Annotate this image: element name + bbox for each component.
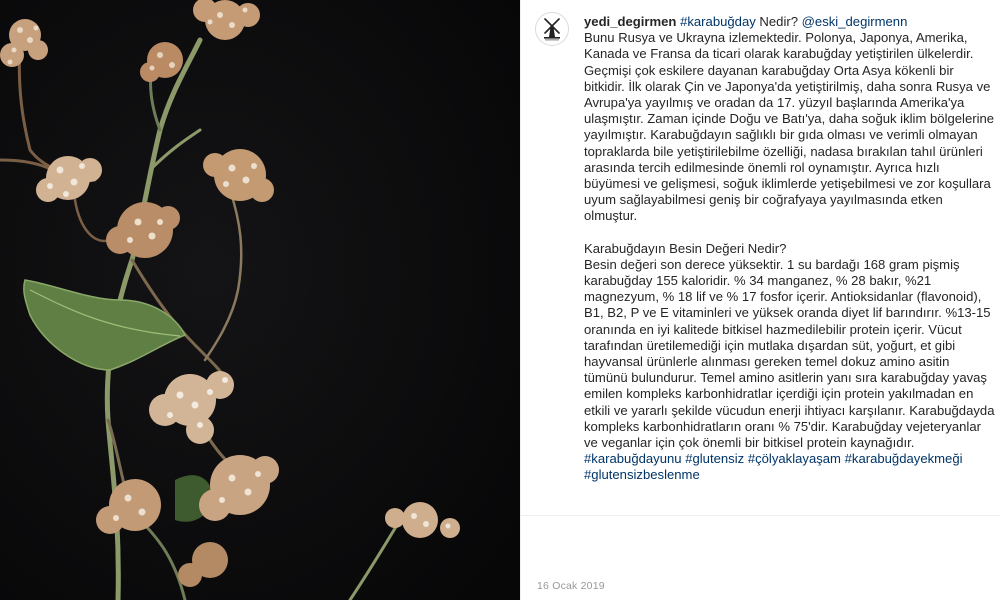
title-text: Nedir? bbox=[755, 14, 802, 29]
hashtag-link[interactable]: #karabuğdayekmeği bbox=[844, 451, 963, 467]
caption-paragraph: Bunu Rusya ve Ukrayna izlemektedir. Polonya, Japonya, Amerika, Kanada ve Fransa da ticari olarak karabuğday yetiştirilen ülkelerdir. Geçmişi çok eskilere dayanan karabuğday Orta Asya kökenli bir bitkidir. İlk olarak Çin ve Japonya'da yetiştirilmiş, daha sonra Rusya ve Avrupa'ya yayılmış ve oradan da 17. yüzyıl başlarında Amerika'ya ulaşmıştır. Zaman içinde Doğu ve Batı'ya, daha soğuk iklim bölgelerine yayılmıştır. Karabuğdayın sağlıklı bir gıda olması ve verimli olmayan topraklarda bile yetiştirilebilme özelliği, nadasa bırakılan tahıl ürünleri arasında tercih edilmesinde önemli rol oynamıştır. Ayrıca hızlı büyümesi ve gelişmesi, soğuk iklimlerde yetişebilmesi ve zor koşullara uyum sağlayabilmesi geniş bir coğrafyaya yayılmasında etken olmuştur. bbox=[584, 30, 995, 224]
caption-heading: Karabuğdayın Besin Değeri Nedir? bbox=[584, 240, 787, 256]
hashtag-link[interactable]: #glutensizbeslenme bbox=[584, 467, 700, 483]
mention-link[interactable]: @eski_degirmenn bbox=[801, 14, 908, 29]
hashtag-link[interactable]: #çölyaklayaşam bbox=[747, 451, 841, 467]
hashtag-link[interactable]: #karabuğdayunu bbox=[584, 451, 682, 467]
caption-paragraph: Besin değeri son derece yüksektir. 1 su bardağı 168 gram pişmiş karabuğday 155 kaloridir. % 34 manganez, % 28 bakır, %21 magnezyum, % 18 lif ve % 17 fosfor içerir. Antioksidanlar (flavonoid), B1, B2, P ve E vitaminleri ve yüksek oranda diyet lif barındırır. %13-15 oranında en iyi kalitede bitkisel hazmedilebilir protein içerir. Vücut tarafından üretilemediği için mutlaka dışardan süt, yoğurt, et gibi hayvansal ürünlerle alınması gereken temel dokuz amino asitin tümünü bulundurur. Temel amino asitlerin yanı sıra karabuğday yavaş emilen kompleks karbonhidratlar içerdiği için protein yakılmadan en etkili ve yararlı şekilde vücudun enerji ihtiyacı karşılanır. Karabuğdayda kompleks karbonhidratların oranı % 75'dir. Karabuğday vejeteryanlar ve veganlar için çok önemli bir bitkisel protein kaynağıdır. bbox=[584, 256, 995, 451]
avatar[interactable] bbox=[535, 12, 569, 46]
divider bbox=[521, 515, 1000, 516]
paragraph-gap bbox=[584, 225, 996, 241]
hashtag-link[interactable]: #glutensiz bbox=[685, 451, 745, 467]
windmill-logo-icon bbox=[536, 13, 568, 45]
username-link[interactable]: yedi_degirmen bbox=[584, 14, 677, 29]
post-date[interactable]: 16 Ocak 2019 bbox=[537, 580, 605, 592]
hashtag-list bbox=[584, 451, 996, 483]
caption bbox=[584, 14, 996, 484]
caption-title-line bbox=[584, 14, 996, 30]
caption-panel bbox=[520, 0, 1000, 600]
hashtag-link[interactable]: #karabuğday bbox=[680, 14, 756, 29]
